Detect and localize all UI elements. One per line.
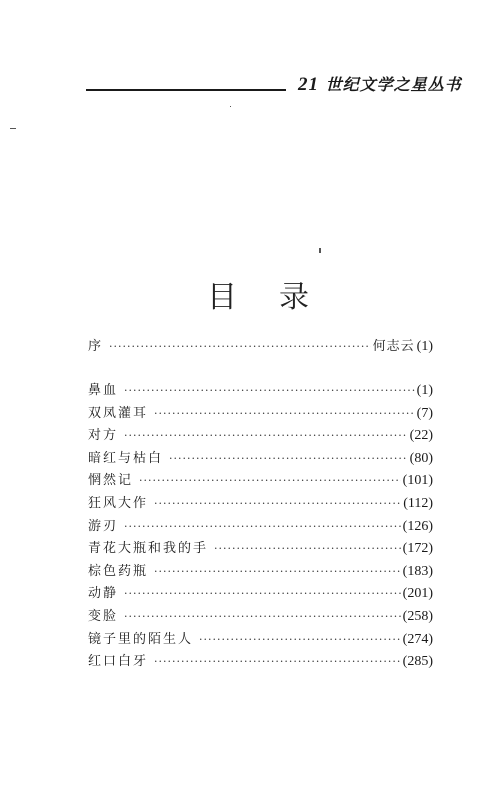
toc-page-number: (1)	[416, 339, 433, 354]
toc-page-number: (80)	[409, 451, 433, 466]
toc-leader-dots	[154, 404, 415, 424]
header-rule	[86, 89, 286, 91]
toc-entry[interactable]	[88, 562, 433, 582]
toc-page-number: (101)	[402, 473, 433, 488]
toc-page-number: (172)	[402, 541, 433, 556]
toc-entry-label: 红口白牙	[88, 654, 149, 669]
toc-page-number: (258)	[402, 609, 433, 624]
toc-entry-label: 暗红与枯白	[88, 451, 164, 466]
toc-leader-dots	[124, 381, 415, 401]
series-name: 世纪文学之星丛书	[325, 75, 462, 94]
toc-leader-dots	[199, 630, 401, 650]
toc-entry-label: 序	[88, 339, 104, 354]
toc-entry-label: 鼻血	[88, 383, 119, 398]
toc-leader-dots	[154, 652, 401, 672]
series-title	[298, 72, 462, 96]
toc-entry-label: 青花大瓶和我的手	[88, 541, 209, 556]
toc-title: 目录	[207, 280, 351, 315]
toc-leader-dots	[139, 471, 401, 491]
toc-entry-label: 惘然记	[88, 473, 134, 488]
running-header	[0, 0, 504, 100]
toc-entry[interactable]	[88, 652, 433, 672]
toc-entry-label: 棕色药瓶	[88, 564, 149, 579]
toc-entry[interactable]	[88, 381, 433, 401]
toc-preface-author: 何志云	[372, 339, 415, 354]
toc-entry-label: 镜子里的陌生人	[88, 632, 194, 647]
toc-entry-label: 对方	[88, 428, 119, 443]
toc-entry[interactable]	[88, 426, 433, 446]
toc-leader-dots	[124, 584, 401, 604]
toc-entry[interactable]	[88, 494, 433, 514]
toc-entry-label: 双凤灌耳	[88, 406, 149, 421]
toc-entry[interactable]	[88, 584, 433, 604]
toc-leader-dots	[124, 426, 408, 446]
scan-speck	[10, 128, 16, 129]
toc-page-number: (285)	[402, 654, 433, 669]
toc-entry-label: 动静	[88, 586, 119, 601]
toc-leader-dots	[154, 562, 401, 582]
toc-entry-label: 游刃	[88, 519, 119, 534]
toc-page-number: (201)	[402, 586, 433, 601]
toc-entry[interactable]	[88, 471, 433, 491]
toc-entry[interactable]	[88, 539, 433, 559]
toc-entry-label: 变脸	[88, 609, 119, 624]
toc-leader-dots	[124, 607, 401, 627]
toc-leader-dots	[124, 517, 401, 537]
toc-entry[interactable]	[88, 404, 433, 424]
toc-entry[interactable]	[88, 449, 433, 469]
toc-page-number: (274)	[402, 632, 433, 647]
toc-leader-dots	[154, 494, 401, 514]
toc-page-number: (7)	[416, 406, 433, 421]
toc-preface-row[interactable]	[88, 337, 433, 357]
toc-page-number: (22)	[409, 428, 433, 443]
toc-entry[interactable]	[88, 607, 433, 627]
toc-entry-label: 狂风大作	[88, 496, 149, 511]
toc-entry[interactable]	[88, 517, 433, 537]
toc-entry[interactable]	[88, 630, 433, 650]
toc-leader-dots	[109, 337, 371, 357]
toc-page-number: (1)	[416, 383, 433, 398]
toc-page-number: (183)	[402, 564, 433, 579]
toc-page-number: (126)	[402, 519, 433, 534]
scan-speck	[230, 106, 231, 107]
series-number: 21	[298, 74, 319, 95]
scan-speck	[319, 248, 321, 253]
toc-leader-dots	[169, 449, 408, 469]
toc-leader-dots	[214, 539, 401, 559]
toc-page-number: (112)	[403, 496, 433, 511]
